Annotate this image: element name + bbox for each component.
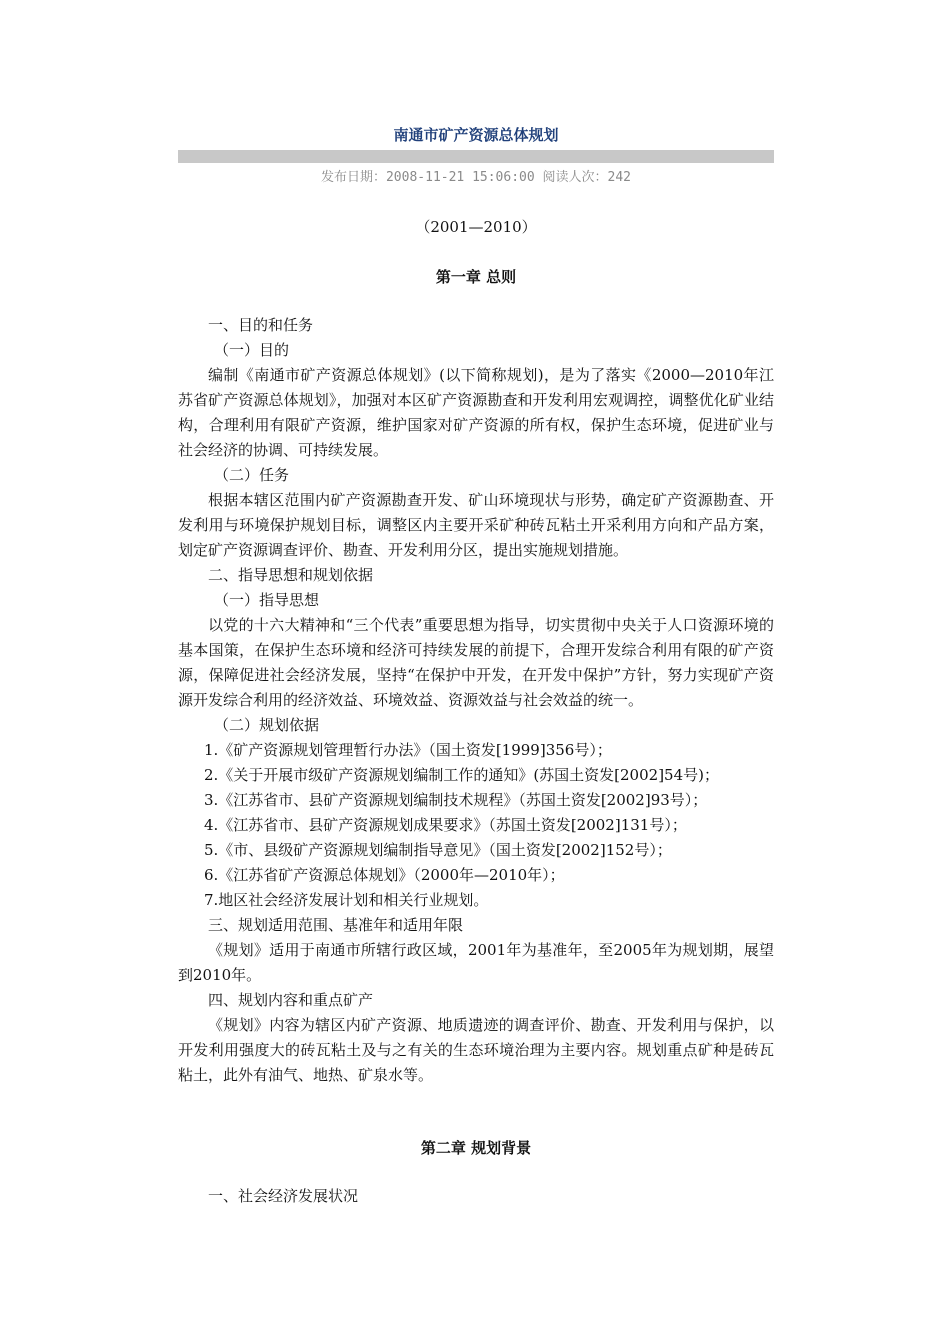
- list-item: 1.《矿产资源规划管理暂行办法》（国土资发[1999]356号）；: [204, 741, 612, 759]
- section-heading: 一、社会经济发展状况: [208, 1187, 359, 1205]
- paragraph: 编制《南通市矿产资源总体规划》(以下简称规划)，是为了落实《2000—2010年江苏省矿产资源总体规划》，加强对本区矿产资源勘查和开发利用宏观调控，调整优化矿业结构，合理利用有限矿产资源，维护国家对矿产资源的所有权，保护生态环境，促进矿业与社会经济的协调、可持续发展。: [178, 366, 774, 459]
- section-heading: 三、规划适用范围、基准年和适用年限: [208, 916, 464, 934]
- section-heading: 四、规划内容和重点矿产: [208, 991, 374, 1009]
- section-heading: 一、目的和任务: [208, 316, 314, 334]
- list-item: 3.《江苏省市、县矿产资源规划编制技术规程》（苏国土资发[2002]93号）；: [204, 791, 708, 809]
- chapter-2-heading: 第二章 规划背景: [420, 1139, 532, 1157]
- subsection-heading: （一）指导思想: [214, 591, 320, 609]
- subsection-heading: （一）目的: [214, 341, 290, 359]
- list-item: 6.《江苏省矿产资源总体规划》（2000年—2010年）；: [204, 866, 565, 884]
- chapter-2-body: [178, 1184, 774, 1209]
- document-title: 南通市矿产资源总体规划: [393, 126, 559, 144]
- title-divider-bar: [178, 150, 774, 163]
- list-item: 7.地区社会经济发展计划和相关行业规划。: [204, 891, 489, 909]
- list-item: 4.《江苏省市、县矿产资源规划成果要求》（苏国土资发[2002]131号）；: [204, 816, 687, 834]
- paragraph: 根据本辖区范围内矿产资源勘查开发、矿山环境现状与形势，确定矿产资源勘查、开发利用与环境保护规划目标，调整区内主要开采矿种砖瓦粘土开采利用方向和产品方案，划定矿产资源调查评价、勘查、开发利用分区，提出实施规划措施。: [178, 491, 774, 559]
- subsection-heading: （二）任务: [214, 466, 290, 484]
- list-item: 5.《市、县级矿产资源规划编制指导意见》（国土资发[2002]152号）；: [204, 841, 672, 859]
- paragraph: 《规划》适用于南通市所辖行政区域，2001年为基准年，至2005年为规划期，展望到2010年。: [178, 941, 774, 984]
- chapter-1-body: [178, 313, 774, 1088]
- subsection-heading: （二）规划依据: [214, 716, 320, 734]
- list-item: 2.《关于开展市级矿产资源规划编制工作的通知》(苏国土资发[2002]54号)；: [204, 766, 719, 784]
- paragraph: 以党的十六大精神和“三个代表”重要思想为指导，切实贯彻中央关于人口资源环境的基本国策，在保护生态环境和经济可持续发展的前提下，合理开发综合利用有限的矿产资源，保障促进社会经济发展，坚持“在保护中开发，在开发中保护”方针，努力实现矿产资源开发综合利用的经济效益、环境效益、资源效益与社会效益的统一。: [178, 616, 774, 709]
- section-heading: 二、指导思想和规划依据: [208, 566, 374, 584]
- plan-years: （2001—2010）: [415, 218, 537, 236]
- paragraph: 《规划》内容为辖区内矿产资源、地质遗迹的调查评价、勘查、开发利用与保护，以开发利用强度大的砖瓦粘土及与之有关的生态环境治理为主要内容。规划重点矿种是砖瓦粘土，此外有油气、地热、矿泉水等。: [178, 1016, 774, 1084]
- publish-meta: 发布日期：2008-11-21 15:06:00 阅读人次：242: [320, 170, 631, 185]
- chapter-1-heading: 第一章 总则: [435, 268, 517, 286]
